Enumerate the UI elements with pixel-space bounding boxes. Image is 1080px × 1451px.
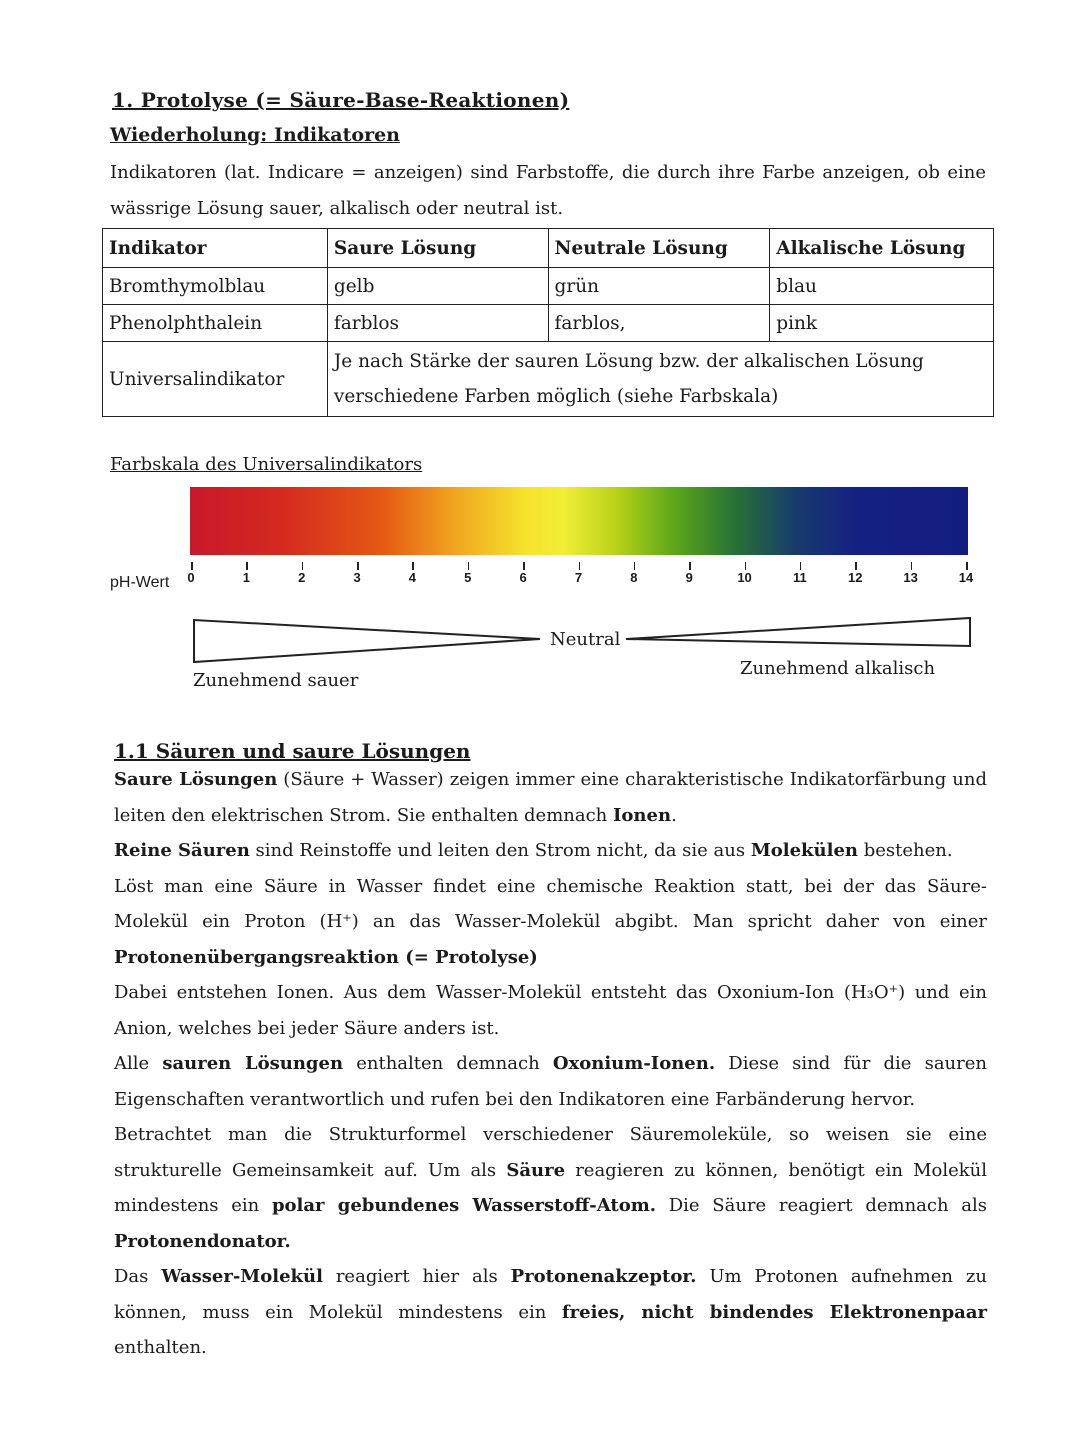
text: reagiert hier als <box>322 1266 511 1287</box>
ph-tick-mark <box>302 562 304 570</box>
ph-tick-label: 13 <box>903 570 918 585</box>
text: Die Säure reagiert demnach als <box>656 1195 987 1216</box>
section-body <box>114 762 987 1366</box>
table-cell: Phenolphthalein <box>103 305 328 342</box>
ph-tick-label: 8 <box>630 570 638 585</box>
ph-tick-mark <box>357 562 359 570</box>
text: bestehen. <box>857 840 953 861</box>
table-header: Saure Lösung <box>327 229 548 268</box>
ph-tick-mark <box>855 562 857 570</box>
table-header: Indikator <box>103 229 328 268</box>
ph-tick-label: 2 <box>298 570 306 585</box>
ph-tick-label: 0 <box>187 570 195 585</box>
bold-term: Reine Säuren <box>114 840 250 861</box>
ph-tick-label: 11 <box>793 570 807 585</box>
ph-tick-mark <box>800 562 802 570</box>
ph-axis-label: pH-Wert <box>110 574 170 591</box>
bold-term: Molekülen <box>750 840 858 861</box>
indicator-table <box>102 228 994 417</box>
text: sind Reinstoffe und leiten den Strom nicht, da sie aus <box>249 840 751 861</box>
paragraph <box>114 1259 987 1366</box>
ph-tick-mark <box>745 562 747 570</box>
bold-term: Saure Lösungen <box>114 769 278 790</box>
text: Um Protonen aufnehmen zu können, muss ein Molekül mindestens ein <box>114 1266 987 1323</box>
table-cell: farblos <box>327 305 548 342</box>
ph-tick-label: 12 <box>848 570 863 585</box>
table-row <box>103 342 994 417</box>
table-cell: grün <box>548 268 770 305</box>
table-row <box>103 268 994 305</box>
acid-label: Zunehmend sauer <box>193 670 359 691</box>
base-wedge <box>626 618 970 646</box>
bold-term: Oxonium-Ionen. <box>552 1053 716 1074</box>
ph-tick-mark <box>523 562 525 570</box>
neutral-label: Neutral <box>550 629 621 650</box>
ph-tick-label: 10 <box>737 570 752 585</box>
base-label: Zunehmend alkalisch <box>740 658 936 679</box>
text: enthalten. <box>114 1337 207 1358</box>
ph-tick-mark <box>246 562 248 570</box>
acid-wedge <box>194 620 540 662</box>
ph-tick-label: 6 <box>519 570 527 585</box>
text: Betrachtet man die Strukturformel verschiedener Säuremoleküle, so weisen sie eine strukturelle Gemeinsamkeit auf. Um als <box>114 1124 987 1181</box>
text: enthalten demnach <box>343 1053 553 1074</box>
table-cell: farblos, <box>548 305 770 342</box>
ph-tick-label: 5 <box>464 570 472 585</box>
table-header-row <box>103 229 994 268</box>
ph-tick-mark <box>689 562 691 570</box>
text: reagieren zu können, benötigt ein Molekül mindestens ein <box>114 1159 988 1216</box>
bold-term: Protonenakzeptor. <box>510 1266 697 1287</box>
text: (Säure + Wasser) zeigen immer eine charakteristische Indikatorfärbung und leiten den elektrischen Strom. Sie enthalten demnach <box>114 769 987 826</box>
ph-tick-label: 7 <box>574 570 583 585</box>
subheading-indicators: Wiederholung: Indikatoren <box>110 124 400 146</box>
table-cell: Universalindikator <box>103 342 328 417</box>
table-cell: gelb <box>327 268 548 305</box>
page-title: 1. Protolyse (= Säure-Base-Reaktionen) <box>112 88 570 112</box>
text: Löst man eine Säure in Wasser findet eine chemische Reaktion statt, bei der das Säure-Molekül ein Proton (H⁺) an das Wasser-Molekül abgibt. Man spricht daher von einer <box>114 875 987 932</box>
bold-term: Wasser-Molekül <box>161 1266 323 1287</box>
text: Das <box>114 1266 162 1287</box>
ph-tick-mark <box>911 562 913 570</box>
paragraph <box>114 762 987 833</box>
ph-tick-mark <box>468 562 470 570</box>
ph-tick-label: 3 <box>353 570 361 585</box>
ph-tick-label: 14 <box>958 570 974 585</box>
table-cell: pink <box>770 305 994 342</box>
table-header: Alkalische Lösung <box>770 229 994 268</box>
table-row <box>103 305 994 342</box>
ph-tick-mark <box>191 562 193 570</box>
section-heading: 1.1 Säuren und saure Lösungen <box>114 739 471 763</box>
ph-tick-mark <box>966 562 968 570</box>
ph-tick-mark <box>412 562 414 570</box>
ph-tick-label: 1 <box>242 570 250 585</box>
paragraph <box>114 1046 987 1117</box>
intro-text: Indikatoren (lat. Indicare = anzeigen) sind Farbstoffe, die durch ihre Farbe anzeigen, ob eine wässrige Lösung sauer, alkalisch oder neutral ist. <box>110 162 986 219</box>
table-header: Neutrale Lösung <box>548 229 770 268</box>
text: Diese sind für die sauren Eigenschaften verantwortlich und rufen bei den Indikatoren eine Farbänderung hervor. <box>114 1053 987 1110</box>
ph-tick-label: 9 <box>685 570 693 585</box>
text: . <box>671 804 677 826</box>
bold-term: Ionen <box>613 804 672 826</box>
color-scale-title: Farbskala des Universalindikators <box>110 454 423 475</box>
paragraph <box>114 833 987 869</box>
text: Alle <box>114 1053 163 1074</box>
ph-tick-label: 4 <box>408 570 417 585</box>
table-cell: blau <box>770 268 994 305</box>
paragraph <box>114 1117 987 1259</box>
table-cell-universal-text: Je nach Stärke der sauren Lösung bzw. der alkalischen Lösung verschiedene Farben möglich (siehe Farbskala) <box>327 342 993 417</box>
bold-term: Säure <box>506 1159 566 1181</box>
ph-color-bar <box>190 487 968 555</box>
paragraph: Dabei entstehen Ionen. Aus dem Wasser-Molekül entsteht das Oxonium-Ion (H₃O⁺) und ein Anion, welches bei jeder Säure anders ist. <box>114 982 987 1039</box>
ph-tick-mark <box>579 562 581 570</box>
bold-term: freies, nicht bindendes Elektronenpaar <box>561 1301 987 1323</box>
table-cell: Bromthymolblau <box>103 268 328 305</box>
paragraph <box>114 869 987 976</box>
ph-tick-mark <box>634 562 636 570</box>
bold-term: Protonenübergangsreaktion (= Protolyse) <box>114 946 538 968</box>
bold-term: polar gebundenes Wasserstoff-Atom. <box>271 1195 657 1216</box>
bold-term: Protonendonator. <box>114 1230 291 1252</box>
bold-term: sauren Lösungen <box>162 1053 344 1074</box>
